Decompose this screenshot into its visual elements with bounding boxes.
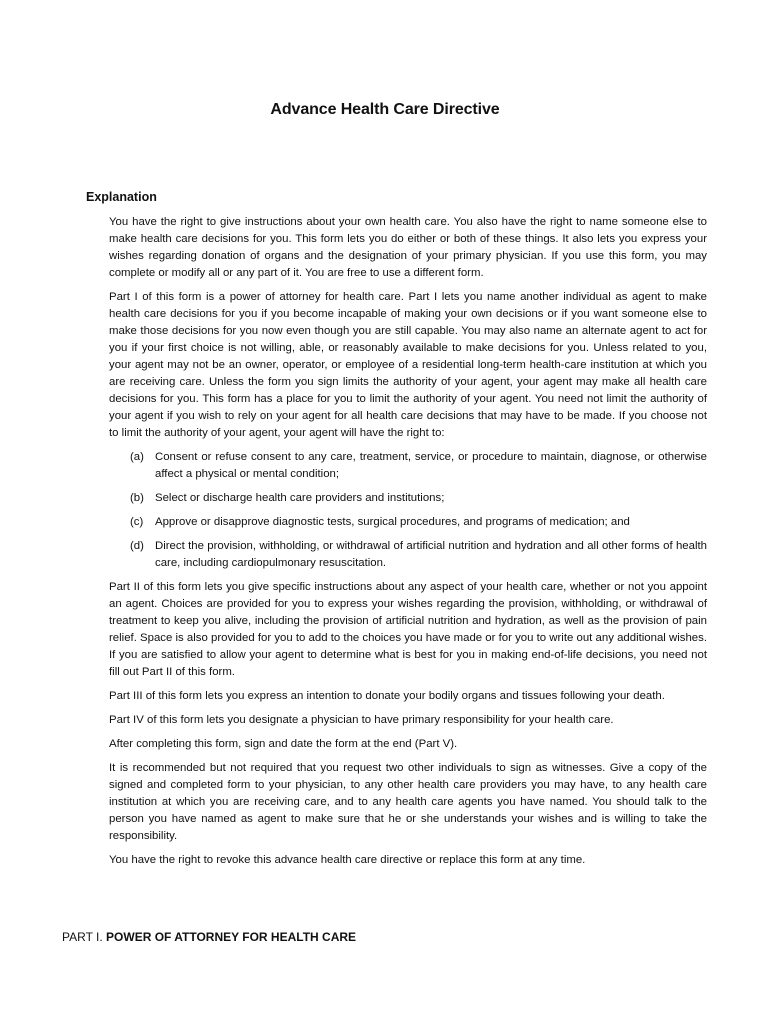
list-item: [109, 514, 707, 531]
list-marker: (b): [130, 492, 144, 504]
explanation-body: [109, 214, 707, 876]
section-heading: Explanation: [86, 190, 157, 204]
paragraph: You have the right to revoke this advance health care directive or replace this form at any time.: [109, 854, 586, 866]
list-item-text: Direct the provision, withholding, or withdrawal of artificial nutrition and hydration and all other forms of health care, including cardiopulmonary resuscitation.: [155, 540, 707, 569]
paragraph: Part I of this form is a power of attorney for health care. Part I lets you name another individual as agent to make health care decisions for you if you become incapable of making your own decisions or if you want someone else to make those decisions for you now even though you are still capable. You may also name an alternate agent to act for you if your first choice is not willing, able, or reasonably available to make decisions for you. Unless related to you, your agent may not be an owner, operator, or employee of a residential long-term health-care institution at which you are receiving care. Unless the form you sign limits the authority of your agent, your agent may make all health care decisions for you. This form has a place for you to limit the authority of your agent. You need not limit the authority of your agent if you wish to rely on your agent for all health care decisions that may have to be made. If you choose not to limit the authority of your agent, your agent will have the right to:: [109, 291, 707, 439]
list-marker: (d): [130, 540, 144, 552]
paragraph: Part III of this form lets you express an intention to donate your bodily organs and tissues following your death.: [109, 690, 665, 702]
part-heading-title: POWER OF ATTORNEY FOR HEALTH CARE: [106, 930, 357, 944]
paragraph: After completing this form, sign and date the form at the end (Part V).: [109, 738, 458, 750]
document-title: Advance Health Care Directive: [270, 101, 500, 118]
list-item: [109, 490, 707, 507]
list-item: [109, 449, 707, 483]
list-item-text: Approve or disapprove diagnostic tests, surgical procedures, and programs of medication; and: [155, 516, 630, 528]
paragraph: Part II of this form lets you give specific instructions about any aspect of your health care, whether or not you appoint an agent. Choices are provided for you to express your wishes regarding the provision, withholding, or withdrawal of treatment to keep you alive, including the provision of artificial nutrition and hydration, as well as the provision of pain relief. Space is also provided for you to add to the choices you have made or for you to write out any additional wishes. If you are satisfied to allow your agent to determine what is best for you in making end-of-life decisions, you need not fill out Part II of this form.: [109, 581, 707, 678]
list-marker: (c): [130, 516, 144, 528]
agent-rights-list: [109, 449, 707, 572]
list-item: [109, 538, 707, 572]
paragraph: It is recommended but not required that you request two other individuals to sign as witnesses. Give a copy of the signed and completed form to your physician, to any other health care providers you may have, to any health care institution at which you are receiving care, and to any health care agents you have named. You should talk to the person you have named as agent to make sure that he or she understands your wishes and is willing to take the responsibility.: [109, 762, 707, 842]
part-heading: [62, 930, 356, 944]
paragraph: You have the right to give instructions about your own health care. You also have the right to name someone else to make health care decisions for you. This form lets you do either or both of these things. It also lets you express your wishes regarding donation of organs and the designation of your primary physician. If you use this form, you may complete or modify all or any part of it. You are free to use a different form.: [109, 216, 707, 279]
list-item-text: Select or discharge health care providers and institutions;: [155, 492, 445, 504]
list-item-text: Consent or refuse consent to any care, treatment, service, or procedure to maintain, diagnose, or otherwise affect a physical or mental condition;: [155, 451, 707, 480]
part-heading-prefix: PART I.: [62, 930, 103, 944]
paragraph: Part IV of this form lets you designate a physician to have primary responsibility for your health care.: [109, 714, 614, 726]
list-marker: (a): [130, 451, 144, 463]
